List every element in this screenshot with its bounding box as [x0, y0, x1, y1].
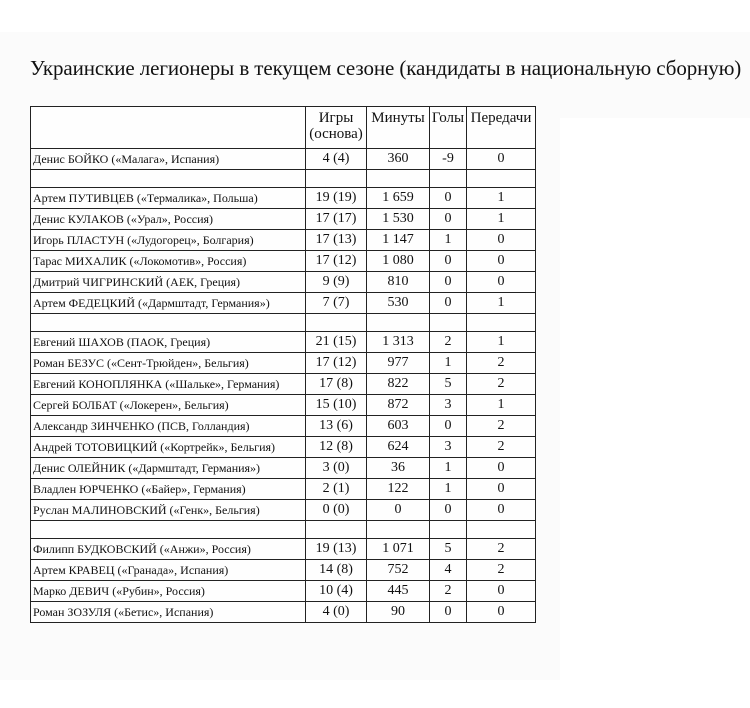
table-body — [31, 149, 536, 623]
table-row — [31, 479, 536, 500]
table-row — [31, 209, 536, 230]
header-games: Игры (основа) — [306, 107, 367, 149]
player-name: Артем ФЕДЕЦКИЙ («Дармштадт, Германия») — [31, 293, 306, 314]
player-name: Денис БОЙКО («Малага», Испания) — [31, 149, 306, 170]
table-row — [31, 188, 536, 209]
goals-cell: 0 — [430, 602, 467, 623]
player-name: Марко ДЕВИЧ («Рубин», Россия) — [31, 581, 306, 602]
goals-cell: 5 — [430, 374, 467, 395]
table-row — [31, 272, 536, 293]
empty-cell — [367, 521, 430, 539]
games-cell: 12 (8) — [306, 437, 367, 458]
minutes-cell: 603 — [367, 416, 430, 437]
assists-cell: 0 — [467, 149, 536, 170]
goals-cell: 0 — [430, 209, 467, 230]
minutes-cell: 810 — [367, 272, 430, 293]
group-separator-row — [31, 314, 536, 332]
games-cell: 17 (17) — [306, 209, 367, 230]
top-margin — [0, 0, 750, 32]
player-name: Роман БЕЗУС («Сент-Трюйден», Бельгия) — [31, 353, 306, 374]
goals-cell: 1 — [430, 458, 467, 479]
goals-cell: 1 — [430, 479, 467, 500]
assists-cell: 2 — [467, 539, 536, 560]
player-name: Руслан МАЛИНОВСКИЙ («Генк», Бельгия) — [31, 500, 306, 521]
games-cell: 2 (1) — [306, 479, 367, 500]
table-row — [31, 458, 536, 479]
table-row — [31, 500, 536, 521]
goals-cell: 0 — [430, 500, 467, 521]
minutes-cell: 360 — [367, 149, 430, 170]
table-row — [31, 539, 536, 560]
minutes-cell: 530 — [367, 293, 430, 314]
player-name: Роман ЗОЗУЛЯ («Бетис», Испания) — [31, 602, 306, 623]
minutes-cell: 1 659 — [367, 188, 430, 209]
assists-cell: 0 — [467, 500, 536, 521]
games-cell: 9 (9) — [306, 272, 367, 293]
games-cell: 14 (8) — [306, 560, 367, 581]
header-assists: Передачи — [467, 107, 536, 149]
games-cell: 13 (6) — [306, 416, 367, 437]
goals-cell: 3 — [430, 395, 467, 416]
player-name: Евгений КОНОПЛЯНКА («Шальке», Германия) — [31, 374, 306, 395]
table-row — [31, 437, 536, 458]
player-name: Игорь ПЛАСТУН («Лудогорец», Болгария) — [31, 230, 306, 251]
assists-cell: 1 — [467, 395, 536, 416]
empty-cell — [467, 314, 536, 332]
assists-cell: 0 — [467, 458, 536, 479]
games-cell: 4 (0) — [306, 602, 367, 623]
games-cell: 10 (4) — [306, 581, 367, 602]
empty-cell — [306, 521, 367, 539]
assists-cell: 2 — [467, 560, 536, 581]
player-name: Денис ОЛЕЙНИК («Дармштадт, Германия») — [31, 458, 306, 479]
minutes-cell: 872 — [367, 395, 430, 416]
minutes-cell: 1 313 — [367, 332, 430, 353]
assists-cell: 0 — [467, 251, 536, 272]
goals-cell: 2 — [430, 332, 467, 353]
player-name: Сергей БОЛБАТ («Локерен», Бельгия) — [31, 395, 306, 416]
minutes-cell: 1 530 — [367, 209, 430, 230]
empty-cell — [367, 314, 430, 332]
table-row — [31, 332, 536, 353]
table-row — [31, 230, 536, 251]
minutes-cell: 752 — [367, 560, 430, 581]
games-cell: 0 (0) — [306, 500, 367, 521]
header-player — [31, 107, 306, 149]
header-goals: Голы — [430, 107, 467, 149]
goals-cell: 0 — [430, 416, 467, 437]
empty-cell — [31, 521, 306, 539]
header-minutes: Минуты — [367, 107, 430, 149]
player-name: Александр ЗИНЧЕНКО (ПСВ, Голландия) — [31, 416, 306, 437]
assists-cell: 0 — [467, 230, 536, 251]
player-name: Андрей ТОТОВИЦКИЙ («Кортрейк», Бельгия) — [31, 437, 306, 458]
goals-cell: 5 — [430, 539, 467, 560]
assists-cell: 1 — [467, 293, 536, 314]
assists-cell: 1 — [467, 332, 536, 353]
table-row — [31, 416, 536, 437]
goals-cell: 1 — [430, 353, 467, 374]
minutes-cell: 1 080 — [367, 251, 430, 272]
assists-cell: 2 — [467, 353, 536, 374]
table-row — [31, 353, 536, 374]
empty-cell — [306, 170, 367, 188]
minutes-cell: 822 — [367, 374, 430, 395]
minutes-cell: 624 — [367, 437, 430, 458]
empty-cell — [467, 170, 536, 188]
goals-cell: 2 — [430, 581, 467, 602]
assists-cell: 0 — [467, 581, 536, 602]
minutes-cell: 1 147 — [367, 230, 430, 251]
group-separator-row — [31, 521, 536, 539]
games-cell: 7 (7) — [306, 293, 367, 314]
empty-cell — [430, 170, 467, 188]
player-name: Артем КРАВЕЦ («Гранада», Испания) — [31, 560, 306, 581]
player-name: Филипп БУДКОВСКИЙ («Анжи», Россия) — [31, 539, 306, 560]
games-cell: 3 (0) — [306, 458, 367, 479]
games-cell: 17 (12) — [306, 251, 367, 272]
assists-cell: 1 — [467, 209, 536, 230]
table-row — [31, 293, 536, 314]
table-row — [31, 560, 536, 581]
player-name: Дмитрий ЧИГРИНСКИЙ (АЕК, Греция) — [31, 272, 306, 293]
games-cell: 17 (8) — [306, 374, 367, 395]
games-cell: 17 (13) — [306, 230, 367, 251]
empty-cell — [430, 314, 467, 332]
empty-cell — [306, 314, 367, 332]
assists-cell: 2 — [467, 437, 536, 458]
empty-cell — [31, 170, 306, 188]
goals-cell: 0 — [430, 272, 467, 293]
assists-cell: 0 — [467, 272, 536, 293]
games-cell: 21 (15) — [306, 332, 367, 353]
minutes-cell: 90 — [367, 602, 430, 623]
goals-cell: 0 — [430, 251, 467, 272]
empty-cell — [430, 521, 467, 539]
games-cell: 19 (19) — [306, 188, 367, 209]
empty-cell — [467, 521, 536, 539]
minutes-cell: 977 — [367, 353, 430, 374]
minutes-cell: 122 — [367, 479, 430, 500]
page-right-margin — [560, 118, 750, 680]
player-name: Артем ПУТИВЦЕВ («Термалика», Польша) — [31, 188, 306, 209]
goals-cell: 0 — [430, 188, 467, 209]
goals-cell: 4 — [430, 560, 467, 581]
empty-cell — [367, 170, 430, 188]
games-cell: 15 (10) — [306, 395, 367, 416]
goals-cell: -9 — [430, 149, 467, 170]
goals-cell: 3 — [430, 437, 467, 458]
player-name: Денис КУЛАКОВ («Урал», Россия) — [31, 209, 306, 230]
table-row — [31, 581, 536, 602]
player-name: Евгений ШАХОВ (ПАОК, Греция) — [31, 332, 306, 353]
table-row — [31, 374, 536, 395]
table-row — [31, 251, 536, 272]
minutes-cell: 36 — [367, 458, 430, 479]
assists-cell: 2 — [467, 374, 536, 395]
player-name: Владлен ЮРЧЕНКО («Байер», Германия) — [31, 479, 306, 500]
games-cell: 19 (13) — [306, 539, 367, 560]
minutes-cell: 0 — [367, 500, 430, 521]
assists-cell: 0 — [467, 479, 536, 500]
table-header-row — [31, 107, 536, 149]
group-separator-row — [31, 170, 536, 188]
table-row — [31, 149, 536, 170]
table-row — [31, 395, 536, 416]
goals-cell: 0 — [430, 293, 467, 314]
document-title: Украинские легионеры в текущем сезоне (кандидаты в национальную сборную) — [30, 56, 742, 80]
games-cell: 4 (4) — [306, 149, 367, 170]
goals-cell: 1 — [430, 230, 467, 251]
minutes-cell: 1 071 — [367, 539, 430, 560]
empty-cell — [31, 314, 306, 332]
minutes-cell: 445 — [367, 581, 430, 602]
players-table — [30, 106, 536, 623]
assists-cell: 1 — [467, 188, 536, 209]
games-cell: 17 (12) — [306, 353, 367, 374]
table-row — [31, 602, 536, 623]
assists-cell: 2 — [467, 416, 536, 437]
player-name: Тарас МИХАЛИК («Локомотив», Россия) — [31, 251, 306, 272]
assists-cell: 0 — [467, 602, 536, 623]
